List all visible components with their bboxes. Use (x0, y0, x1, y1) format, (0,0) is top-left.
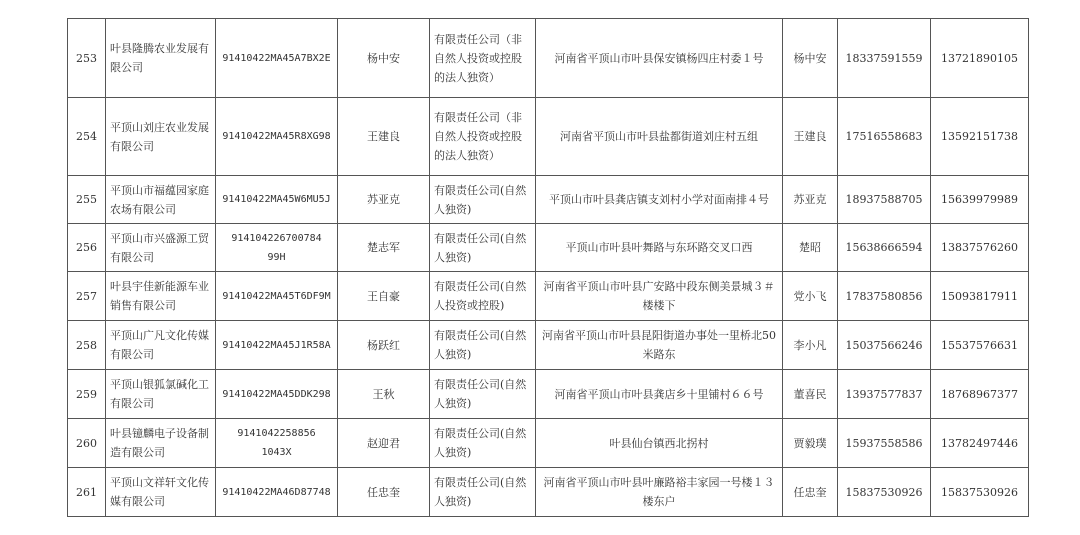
credit-code: 9141042258856 1043X (216, 419, 338, 468)
table-row (68, 370, 1029, 419)
legal-representative: 任忠奎 (338, 468, 430, 517)
row-number: 256 (68, 224, 106, 272)
table-row (68, 419, 1029, 468)
row-number: 259 (68, 370, 106, 419)
phone-1: 17837580856 (838, 272, 931, 321)
row-number: 253 (68, 19, 106, 98)
address: 河南省平顶山市叶县保安镇杨四庄村委１号 (536, 19, 783, 98)
phone-1: 13937577837 (838, 370, 931, 419)
phone-1: 15937558586 (838, 419, 931, 468)
legal-representative: 王建良 (338, 98, 430, 176)
address: 平顶山市叶县叶舞路与东环路交叉口西 (536, 224, 783, 272)
company-name: 叶县镱麟电子设备制造有限公司 (106, 419, 216, 468)
company-type: 有限责任公司(自然人独资) (430, 224, 536, 272)
contact-person: 贾毅璞 (783, 419, 838, 468)
row-number: 260 (68, 419, 106, 468)
phone-1: 18937588705 (838, 176, 931, 224)
row-number: 255 (68, 176, 106, 224)
phone-1: 15638666594 (838, 224, 931, 272)
phone-1: 15837530926 (838, 468, 931, 517)
company-type: 有限责任公司（非自然人投资或控股的法人独资） (430, 98, 536, 176)
credit-code: 914104226700784 99H (216, 224, 338, 272)
company-name: 平顶山刘庄农业发展有限公司 (106, 98, 216, 176)
address: 河南省平顶山市叶县昆阳街道办事处一里桥北50米路东 (536, 321, 783, 370)
company-name: 平顶山文祥轩文化传媒有限公司 (106, 468, 216, 517)
contact-person: 李小凡 (783, 321, 838, 370)
credit-code: 91410422MA45T6DF9M (216, 272, 338, 321)
phone-1: 17516558683 (838, 98, 931, 176)
address: 叶县仙台镇西北拐村 (536, 419, 783, 468)
phone-2: 13837576260 (931, 224, 1029, 272)
company-name: 叶县宇佳新能源车业销售有限公司 (106, 272, 216, 321)
table-row (68, 224, 1029, 272)
table-row (68, 468, 1029, 517)
company-type: 有限责任公司（非自然人投资或控股的法人独资） (430, 19, 536, 98)
contact-person: 苏亚克 (783, 176, 838, 224)
company-type: 有限责任公司(自然人投资或控股) (430, 272, 536, 321)
company-name: 平顶山银狐氯碱化工有限公司 (106, 370, 216, 419)
table-row (68, 321, 1029, 370)
phone-2: 15639979989 (931, 176, 1029, 224)
company-type: 有限责任公司(自然人独资) (430, 419, 536, 468)
phone-1: 18337591559 (838, 19, 931, 98)
table-row (68, 19, 1029, 98)
legal-representative: 王自豪 (338, 272, 430, 321)
phone-2: 13721890105 (931, 19, 1029, 98)
credit-code: 91410422MA45R8XG98 (216, 98, 338, 176)
phone-1: 15037566246 (838, 321, 931, 370)
credit-code: 91410422MA45W6MU5J (216, 176, 338, 224)
row-number: 261 (68, 468, 106, 517)
credit-code: 91410422MA45J1R58A (216, 321, 338, 370)
phone-2: 13592151738 (931, 98, 1029, 176)
legal-representative: 赵迎君 (338, 419, 430, 468)
contact-person: 任忠奎 (783, 468, 838, 517)
legal-representative: 杨中安 (338, 19, 430, 98)
contact-person: 王建良 (783, 98, 838, 176)
company-name: 叶县隆腾农业发展有限公司 (106, 19, 216, 98)
legal-representative: 王秋 (338, 370, 430, 419)
phone-2: 15537576631 (931, 321, 1029, 370)
table-row (68, 98, 1029, 176)
contact-person: 党小飞 (783, 272, 838, 321)
phone-2: 18768967377 (931, 370, 1029, 419)
company-type: 有限责任公司(自然人独资) (430, 468, 536, 517)
phone-2: 13782497446 (931, 419, 1029, 468)
row-number: 254 (68, 98, 106, 176)
row-number: 258 (68, 321, 106, 370)
company-name: 平顶山市兴盛源工贸有限公司 (106, 224, 216, 272)
company-registry-table (67, 18, 1029, 517)
address: 平顶山市叶县龚店镇支刘村小学对面南排４号 (536, 176, 783, 224)
table-row (68, 272, 1029, 321)
contact-person: 杨中安 (783, 19, 838, 98)
row-number: 257 (68, 272, 106, 321)
company-name: 平顶山广凡文化传媒有限公司 (106, 321, 216, 370)
credit-code: 91410422MA45A7BX2E (216, 19, 338, 98)
table-row (68, 176, 1029, 224)
company-name: 平顶山市福蕴园家庭农场有限公司 (106, 176, 216, 224)
contact-person: 楚昭 (783, 224, 838, 272)
company-type: 有限责任公司(自然人独资) (430, 176, 536, 224)
credit-code: 91410422MA46D87748 (216, 468, 338, 517)
address: 河南省平顶山市叶县盐都街道刘庄村五组 (536, 98, 783, 176)
phone-2: 15093817911 (931, 272, 1029, 321)
contact-person: 董喜民 (783, 370, 838, 419)
address: 河南省平顶山市叶县广安路中段东侧美景城３＃楼楼下 (536, 272, 783, 321)
credit-code: 91410422MA45DDK298 (216, 370, 338, 419)
legal-representative: 苏亚克 (338, 176, 430, 224)
address: 河南省平顶山市叶县龚店乡十里铺村６６号 (536, 370, 783, 419)
phone-2: 15837530926 (931, 468, 1029, 517)
company-type: 有限责任公司(自然人独资) (430, 321, 536, 370)
company-type: 有限责任公司(自然人独资) (430, 370, 536, 419)
address: 河南省平顶山市叶县叶廉路裕丰家园一号楼１３楼东户 (536, 468, 783, 517)
legal-representative: 楚志军 (338, 224, 430, 272)
legal-representative: 杨跃红 (338, 321, 430, 370)
